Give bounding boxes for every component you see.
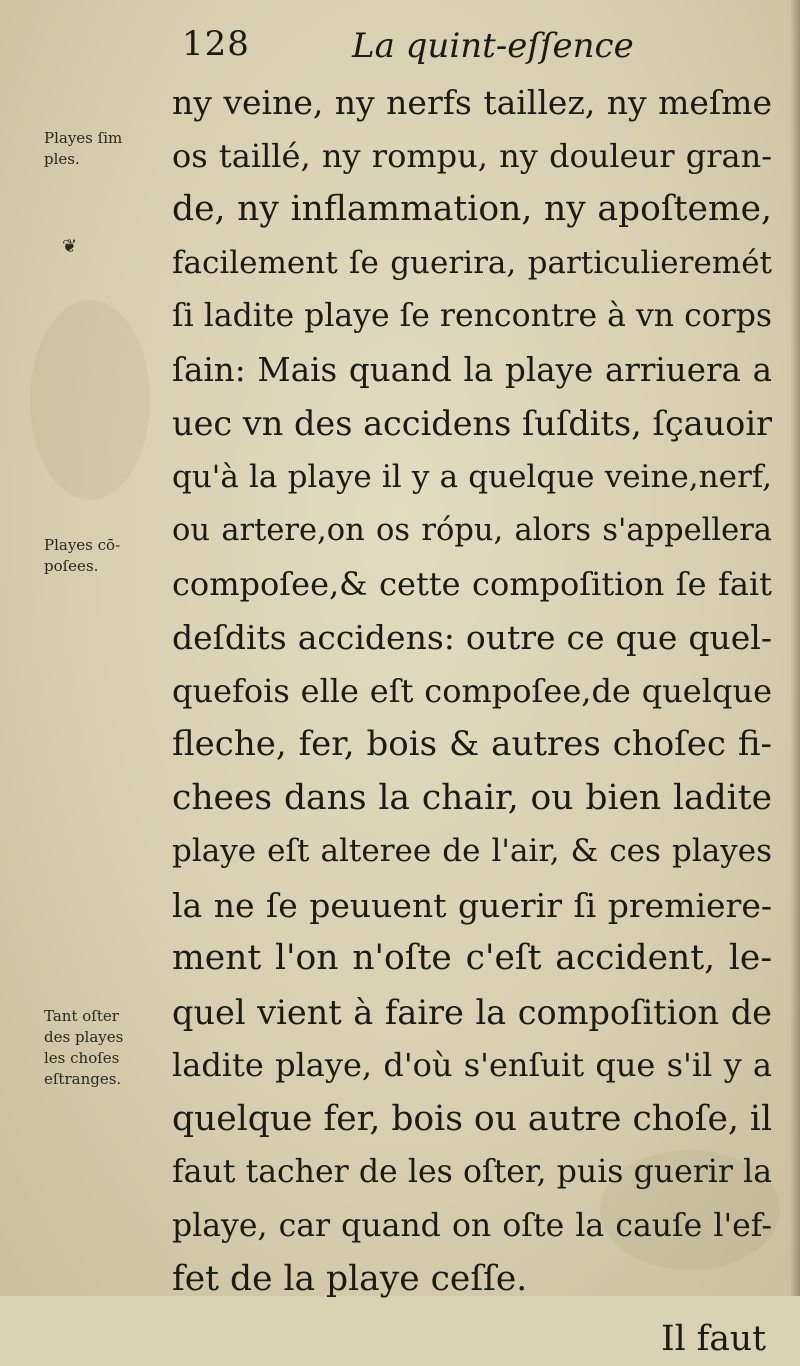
running-title: La quint-eſſence <box>352 26 634 66</box>
marginal-line: Playes ſim <box>44 128 162 149</box>
text-line: fleche, fer, bois & autres choſec fi- <box>172 718 772 772</box>
catchword: Il faut <box>172 1313 772 1366</box>
marginal-line: les choſes <box>44 1048 162 1069</box>
text-line: ſain: Mais quand la playe arriuera a <box>172 344 772 398</box>
text-line: compoſee,& cette compoſition ſe fait <box>172 558 772 612</box>
marginal-line: des playes <box>44 1027 162 1048</box>
text-line: quel vient à faire la compoſition de <box>172 986 772 1040</box>
text-line: qu'à la playe il y a quelque veine,nerf, <box>172 451 772 505</box>
marginal-note-foreign-objects <box>44 1006 162 1090</box>
text-line: de, ny inflammation, ny apoſteme, <box>172 183 772 237</box>
marginal-line: ples. <box>44 149 162 170</box>
marginal-line: Tant oſter <box>44 1006 162 1027</box>
main-text-block <box>172 76 772 1366</box>
text-line: la ne ſe peuuent guerir ſi premiere- <box>172 879 772 933</box>
text-line: ou artere,on os rópu, alors s'appellera <box>172 504 772 558</box>
text-line: quelque fer, bois ou autre choſe, il <box>172 1093 772 1147</box>
text-line: ladite playe, d'où s'enſuit que s'il y a <box>172 1039 772 1093</box>
text-line: facilement ſe guerira, particulieremét <box>172 237 772 291</box>
text-line: playe, car quand on oſte la cauſe l'ef- <box>172 1200 772 1254</box>
text-line: deſdits accidens: outre ce que quel- <box>172 611 772 665</box>
text-line: ny veine, ny nerfs taillez, ny meſme <box>172 76 772 130</box>
printer-mark-icon: ❦ <box>62 236 77 257</box>
marginal-note-compound-wounds <box>44 535 162 577</box>
marginal-line: poſees. <box>44 556 162 577</box>
text-line: faut tacher de les oſter, puis guerir la <box>172 1146 772 1200</box>
page-header <box>0 22 800 70</box>
text-line: playe eſt alteree de l'air, & ces playes <box>172 825 772 879</box>
marginal-line: eſtranges. <box>44 1069 162 1090</box>
text-line: ſi ladite playe ſe rencontre à vn corps <box>172 290 772 344</box>
text-line: os taillé, ny rompu, ny douleur gran- <box>172 130 772 184</box>
page-number: 128 <box>182 24 250 64</box>
text-line: ment l'on n'oſte c'eſt accident, le- <box>172 932 772 986</box>
marginal-note-simple-wounds <box>44 128 162 170</box>
text-line: quefois elle eſt compoſee,de quelque <box>172 665 772 719</box>
marginal-line: Playes cō- <box>44 535 162 556</box>
text-line: chees dans la chair, ou bien ladite <box>172 772 772 826</box>
text-line: uec vn des accidens ſuſdits, ſçauoir <box>172 397 772 451</box>
text-line: fet de la playe ceſſe. <box>172 1253 772 1307</box>
paper-stain <box>30 300 150 500</box>
page-edge-shadow <box>790 0 800 1296</box>
